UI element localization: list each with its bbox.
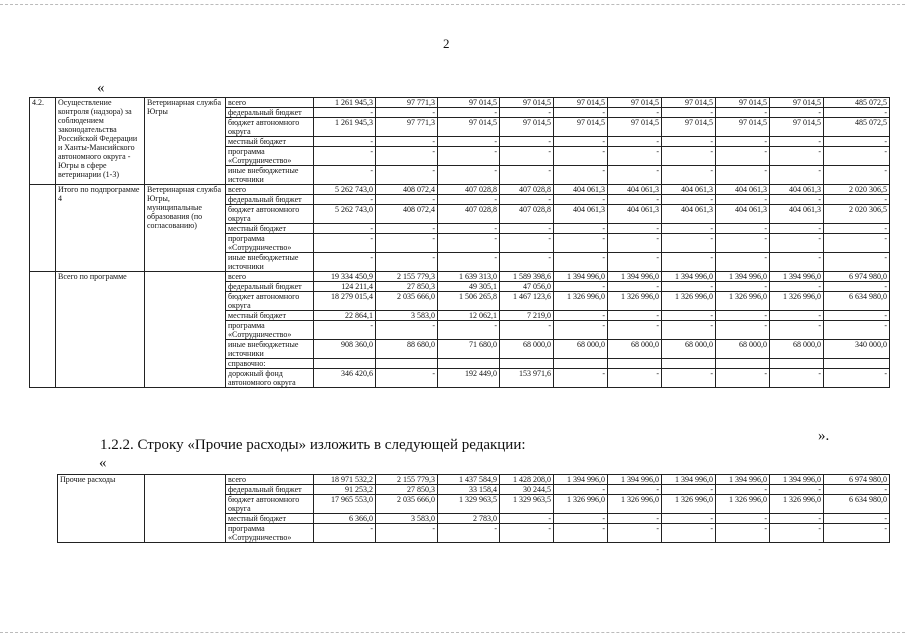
value-cell: 1 326 996,0 [716, 292, 770, 311]
value-cell: - [376, 524, 438, 543]
value-cell: - [662, 514, 716, 524]
value-cell: - [662, 234, 716, 253]
value-cell: 97 014,5 [438, 98, 500, 108]
value-cell: - [770, 166, 824, 185]
value-cell: - [608, 369, 662, 388]
value-cell: 153 971,6 [500, 369, 554, 388]
value-cell: - [376, 147, 438, 166]
value-cell: - [716, 166, 770, 185]
value-cell: - [608, 195, 662, 205]
value-cell: - [770, 321, 824, 340]
value-cell [608, 359, 662, 369]
value-cell: - [376, 369, 438, 388]
value-cell: 17 965 553,0 [314, 495, 376, 514]
value-cell: - [438, 253, 500, 272]
source-label-cell: всего [226, 98, 314, 108]
value-cell: - [438, 166, 500, 185]
value-cell: 1 394 996,0 [554, 475, 608, 485]
value-cell: - [554, 195, 608, 205]
value-cell: - [770, 224, 824, 234]
source-label-cell: дорожный фонд автономного округа [226, 369, 314, 388]
value-cell: - [554, 224, 608, 234]
executor-cell [145, 272, 226, 388]
value-cell: 1 428 208,0 [500, 475, 554, 485]
value-cell: 1 589 398,6 [500, 272, 554, 282]
value-cell: - [554, 311, 608, 321]
value-cell: - [770, 147, 824, 166]
value-cell: 124 211,4 [314, 282, 376, 292]
value-cell: - [770, 524, 824, 543]
value-cell: 68 000,0 [554, 340, 608, 359]
value-cell: 1 394 996,0 [716, 475, 770, 485]
value-cell: 3 583,0 [376, 311, 438, 321]
value-cell: 1 261 945,3 [314, 118, 376, 137]
source-label-cell: местный бюджет [226, 311, 314, 321]
source-label-cell: иные внебюджетные источники [226, 166, 314, 185]
source-label-cell: бюджет автономного округа [226, 495, 314, 514]
value-cell: - [662, 253, 716, 272]
value-cell: - [554, 321, 608, 340]
value-cell: - [608, 137, 662, 147]
value-cell: - [770, 514, 824, 524]
value-cell: - [824, 282, 890, 292]
value-cell: - [608, 253, 662, 272]
source-label-cell: бюджет автономного округа [226, 205, 314, 224]
value-cell: 2 035 666,0 [376, 495, 438, 514]
value-cell: - [824, 234, 890, 253]
value-cell: 2 783,0 [438, 514, 500, 524]
value-cell: 1 326 996,0 [554, 495, 608, 514]
value-cell: - [770, 253, 824, 272]
source-label-cell: всего [226, 185, 314, 195]
event-name-cell: Итого по подпрограмме 4 [56, 185, 145, 272]
value-cell: - [500, 514, 554, 524]
source-label-cell: федеральный бюджет [226, 485, 314, 495]
value-cell: 1 394 996,0 [662, 272, 716, 282]
value-cell: - [438, 137, 500, 147]
value-cell: 97 014,5 [608, 98, 662, 108]
open-quote-1: « [97, 80, 105, 96]
source-label-cell: местный бюджет [226, 224, 314, 234]
financing-table [29, 97, 890, 388]
value-cell: - [716, 514, 770, 524]
value-cell: - [662, 282, 716, 292]
value-cell: - [770, 137, 824, 147]
value-cell: - [438, 195, 500, 205]
value-cell: - [314, 253, 376, 272]
value-cell: 6 974 980,0 [824, 272, 890, 282]
value-cell: 6 974 980,0 [824, 475, 890, 485]
value-cell: - [770, 195, 824, 205]
value-cell: 49 305,1 [438, 282, 500, 292]
value-cell: - [716, 234, 770, 253]
value-cell: 97 014,5 [500, 98, 554, 108]
value-cell [314, 359, 376, 369]
value-cell: 22 864,1 [314, 311, 376, 321]
value-cell: - [376, 321, 438, 340]
value-cell: - [608, 514, 662, 524]
value-cell: - [662, 311, 716, 321]
source-label-cell: всего [226, 475, 314, 485]
value-cell: - [824, 253, 890, 272]
value-cell: 1 329 963,5 [500, 495, 554, 514]
value-cell: - [376, 253, 438, 272]
value-cell: - [770, 282, 824, 292]
value-cell: - [716, 321, 770, 340]
value-cell: - [824, 166, 890, 185]
value-cell: 1 326 996,0 [608, 495, 662, 514]
value-cell: - [824, 108, 890, 118]
source-label-cell: программа «Сотрудничество» [226, 321, 314, 340]
value-cell: - [376, 234, 438, 253]
executor-cell: Ветеринарная служба Югры [145, 98, 226, 185]
value-cell: 407 028,8 [500, 185, 554, 195]
value-cell: - [662, 524, 716, 543]
value-cell: - [716, 311, 770, 321]
value-cell: 97 771,3 [376, 98, 438, 108]
executor-cell [145, 475, 226, 543]
value-cell: 1 506 265,8 [438, 292, 500, 311]
value-cell: - [438, 234, 500, 253]
value-cell: 404 061,3 [554, 205, 608, 224]
row-number-cell [30, 185, 56, 272]
value-cell: - [500, 195, 554, 205]
value-cell: 1 394 996,0 [554, 272, 608, 282]
value-cell: 68 000,0 [770, 340, 824, 359]
open-quote-2: « [99, 455, 107, 471]
value-cell: - [438, 224, 500, 234]
source-label-cell: справочно: [226, 359, 314, 369]
value-cell: - [500, 253, 554, 272]
value-cell: - [500, 234, 554, 253]
value-cell: - [662, 224, 716, 234]
scan-edge-top [0, 4, 905, 5]
value-cell: - [824, 195, 890, 205]
source-label-cell: иные внебюджетные источники [226, 253, 314, 272]
source-label-cell: программа «Сотрудничество» [226, 524, 314, 543]
value-cell: 485 072,5 [824, 118, 890, 137]
value-cell [554, 359, 608, 369]
value-cell: 18 279 015,4 [314, 292, 376, 311]
value-cell: - [314, 195, 376, 205]
value-cell: 404 061,3 [770, 185, 824, 195]
value-cell: - [824, 524, 890, 543]
value-cell: - [716, 524, 770, 543]
value-cell: 7 219,0 [500, 311, 554, 321]
value-cell: - [716, 485, 770, 495]
value-cell: 97 014,5 [662, 118, 716, 137]
value-cell: 1 394 996,0 [716, 272, 770, 282]
value-cell [376, 359, 438, 369]
value-cell [500, 359, 554, 369]
value-cell: - [608, 485, 662, 495]
value-cell: - [662, 195, 716, 205]
value-cell: 6 634 980,0 [824, 495, 890, 514]
value-cell: 3 583,0 [376, 514, 438, 524]
value-cell: - [824, 321, 890, 340]
page-number: 2 [443, 36, 450, 51]
value-cell: - [770, 369, 824, 388]
value-cell: 97 014,5 [662, 98, 716, 108]
value-cell: - [314, 137, 376, 147]
value-cell: - [554, 166, 608, 185]
value-cell: 68 000,0 [500, 340, 554, 359]
value-cell: - [376, 224, 438, 234]
value-cell: 1 261 945,3 [314, 98, 376, 108]
value-cell: 5 262 743,0 [314, 185, 376, 195]
value-cell: 1 326 996,0 [716, 495, 770, 514]
value-cell: - [314, 147, 376, 166]
value-cell: - [716, 369, 770, 388]
value-cell: 340 000,0 [824, 340, 890, 359]
value-cell: - [554, 282, 608, 292]
value-cell: 88 680,0 [376, 340, 438, 359]
value-cell: 346 420,6 [314, 369, 376, 388]
scan-edge-bottom [0, 632, 905, 633]
value-cell: 2 155 779,3 [376, 475, 438, 485]
row-number-cell [30, 272, 56, 388]
value-cell: - [376, 108, 438, 118]
value-cell: 2 035 666,0 [376, 292, 438, 311]
source-label-cell: бюджет автономного округа [226, 118, 314, 137]
value-cell: - [314, 321, 376, 340]
value-cell: 68 000,0 [716, 340, 770, 359]
value-cell: 1 394 996,0 [608, 272, 662, 282]
value-cell: 192 449,0 [438, 369, 500, 388]
value-cell: 97 771,3 [376, 118, 438, 137]
value-cell: 27 850,3 [376, 282, 438, 292]
value-cell: - [608, 147, 662, 166]
source-label-cell: федеральный бюджет [226, 108, 314, 118]
value-cell: 485 072,5 [824, 98, 890, 108]
value-cell: 1 326 996,0 [662, 495, 716, 514]
value-cell: - [314, 108, 376, 118]
value-cell: - [314, 166, 376, 185]
value-cell: 71 680,0 [438, 340, 500, 359]
source-label-cell: федеральный бюджет [226, 195, 314, 205]
value-cell: - [662, 485, 716, 495]
value-cell: 1 326 996,0 [554, 292, 608, 311]
value-cell: - [608, 311, 662, 321]
source-label-cell: всего [226, 272, 314, 282]
source-label-cell: местный бюджет [226, 514, 314, 524]
value-cell: 68 000,0 [608, 340, 662, 359]
value-cell: - [608, 234, 662, 253]
event-name-cell: Всего по программе [56, 272, 145, 388]
value-cell: 407 028,8 [500, 205, 554, 224]
value-cell: - [500, 524, 554, 543]
value-cell: - [554, 147, 608, 166]
value-cell: - [770, 485, 824, 495]
value-cell [716, 359, 770, 369]
value-cell: 97 014,5 [716, 118, 770, 137]
value-cell: - [608, 224, 662, 234]
close-quote: ». [818, 428, 830, 444]
value-cell: - [554, 524, 608, 543]
value-cell: - [554, 137, 608, 147]
event-name-cell: Осуществление контроля (надзора) за соблюдением законодательства Российской Федерации и Ханты-Мансийского автономного округа - Югры в сфере ветеринарии (1-3) [56, 98, 145, 185]
value-cell: - [438, 524, 500, 543]
value-cell: - [554, 234, 608, 253]
value-cell: - [500, 108, 554, 118]
value-cell: 18 971 532,2 [314, 475, 376, 485]
table-row [58, 475, 890, 485]
value-cell: 2 020 306,5 [824, 205, 890, 224]
value-cell: 1 394 996,0 [608, 475, 662, 485]
value-cell: 12 062,1 [438, 311, 500, 321]
row-number-cell: 4.2. [30, 98, 56, 185]
source-label-cell: иные внебюджетные источники [226, 340, 314, 359]
value-cell: - [438, 321, 500, 340]
table-row [30, 272, 890, 282]
value-cell: 404 061,3 [662, 205, 716, 224]
value-cell: 97 014,5 [608, 118, 662, 137]
value-cell: 27 850,3 [376, 485, 438, 495]
value-cell: 68 000,0 [662, 340, 716, 359]
other-expenses-table [57, 474, 890, 543]
value-cell: 404 061,3 [716, 205, 770, 224]
value-cell: - [662, 137, 716, 147]
table-row [30, 98, 890, 108]
value-cell: - [716, 108, 770, 118]
value-cell: - [314, 234, 376, 253]
value-cell: - [438, 108, 500, 118]
value-cell: - [824, 514, 890, 524]
value-cell: - [500, 224, 554, 234]
value-cell [770, 359, 824, 369]
value-cell: 1 394 996,0 [662, 475, 716, 485]
value-cell: 908 360,0 [314, 340, 376, 359]
value-cell: - [662, 369, 716, 388]
value-cell: - [608, 108, 662, 118]
value-cell: 5 262 743,0 [314, 205, 376, 224]
value-cell: 408 072,4 [376, 205, 438, 224]
value-cell: 1 394 996,0 [770, 475, 824, 485]
value-cell: 1 326 996,0 [608, 292, 662, 311]
value-cell: 1 394 996,0 [770, 272, 824, 282]
value-cell: 1 329 963,5 [438, 495, 500, 514]
value-cell: - [500, 166, 554, 185]
value-cell: 1 467 123,6 [500, 292, 554, 311]
value-cell: 30 244,5 [500, 485, 554, 495]
value-cell: - [314, 524, 376, 543]
value-cell: - [824, 137, 890, 147]
value-cell: - [770, 234, 824, 253]
event-name-cell: Прочие расходы [58, 475, 145, 543]
value-cell: - [824, 147, 890, 166]
value-cell: 33 158,4 [438, 485, 500, 495]
value-cell [438, 359, 500, 369]
value-cell: - [500, 321, 554, 340]
value-cell: - [554, 514, 608, 524]
source-label-cell: местный бюджет [226, 137, 314, 147]
value-cell: 97 014,5 [770, 118, 824, 137]
value-cell: 6 366,0 [314, 514, 376, 524]
value-cell: 97 014,5 [438, 118, 500, 137]
value-cell: 97 014,5 [554, 98, 608, 108]
value-cell: - [662, 321, 716, 340]
value-cell: 407 028,8 [438, 185, 500, 195]
value-cell: - [716, 137, 770, 147]
value-cell: 404 061,3 [608, 205, 662, 224]
value-cell: 97 014,5 [554, 118, 608, 137]
value-cell: 407 028,8 [438, 205, 500, 224]
value-cell: - [438, 147, 500, 166]
value-cell: - [716, 195, 770, 205]
value-cell [824, 359, 890, 369]
value-cell: - [314, 224, 376, 234]
value-cell: - [554, 108, 608, 118]
value-cell: - [554, 485, 608, 495]
value-cell: 404 061,3 [608, 185, 662, 195]
value-cell: - [376, 166, 438, 185]
value-cell: 1 326 996,0 [662, 292, 716, 311]
value-cell: - [770, 311, 824, 321]
value-cell: - [608, 282, 662, 292]
value-cell: 19 334 450,9 [314, 272, 376, 282]
value-cell: - [608, 166, 662, 185]
value-cell: - [716, 282, 770, 292]
source-label-cell: программа «Сотрудничество» [226, 234, 314, 253]
value-cell: - [824, 224, 890, 234]
value-cell: 1 437 584,9 [438, 475, 500, 485]
value-cell: - [554, 253, 608, 272]
value-cell: 97 014,5 [770, 98, 824, 108]
value-cell: - [376, 137, 438, 147]
value-cell: - [500, 147, 554, 166]
value-cell: 2 155 779,3 [376, 272, 438, 282]
value-cell: 2 020 306,5 [824, 185, 890, 195]
executor-cell: Ветеринарная служба Югры, муниципальные образования (по согласованию) [145, 185, 226, 272]
value-cell [662, 359, 716, 369]
value-cell: - [824, 369, 890, 388]
source-label-cell: федеральный бюджет [226, 282, 314, 292]
amendment-heading: 1.2.2. Строку «Прочие расходы» изложить в следующей редакции: [100, 437, 526, 453]
value-cell: - [770, 108, 824, 118]
value-cell: 97 014,5 [500, 118, 554, 137]
value-cell: - [716, 224, 770, 234]
value-cell: - [824, 485, 890, 495]
value-cell: - [662, 147, 716, 166]
value-cell: 1 326 996,0 [770, 292, 824, 311]
value-cell: - [376, 195, 438, 205]
value-cell: 47 056,0 [500, 282, 554, 292]
value-cell: - [608, 524, 662, 543]
value-cell: 404 061,3 [770, 205, 824, 224]
value-cell: - [716, 253, 770, 272]
value-cell: 1 639 313,0 [438, 272, 500, 282]
table-row [30, 185, 890, 195]
value-cell: 1 326 996,0 [770, 495, 824, 514]
value-cell: - [716, 147, 770, 166]
value-cell: - [500, 137, 554, 147]
value-cell: - [662, 108, 716, 118]
value-cell: 97 014,5 [716, 98, 770, 108]
value-cell: 6 634 980,0 [824, 292, 890, 311]
value-cell: 91 253,2 [314, 485, 376, 495]
value-cell: 404 061,3 [554, 185, 608, 195]
value-cell: - [554, 369, 608, 388]
value-cell: - [608, 321, 662, 340]
value-cell: 404 061,3 [716, 185, 770, 195]
value-cell: 404 061,3 [662, 185, 716, 195]
value-cell: 408 072,4 [376, 185, 438, 195]
value-cell: - [824, 311, 890, 321]
source-label-cell: бюджет автономного округа [226, 292, 314, 311]
source-label-cell: программа «Сотрудничество» [226, 147, 314, 166]
value-cell: - [662, 166, 716, 185]
